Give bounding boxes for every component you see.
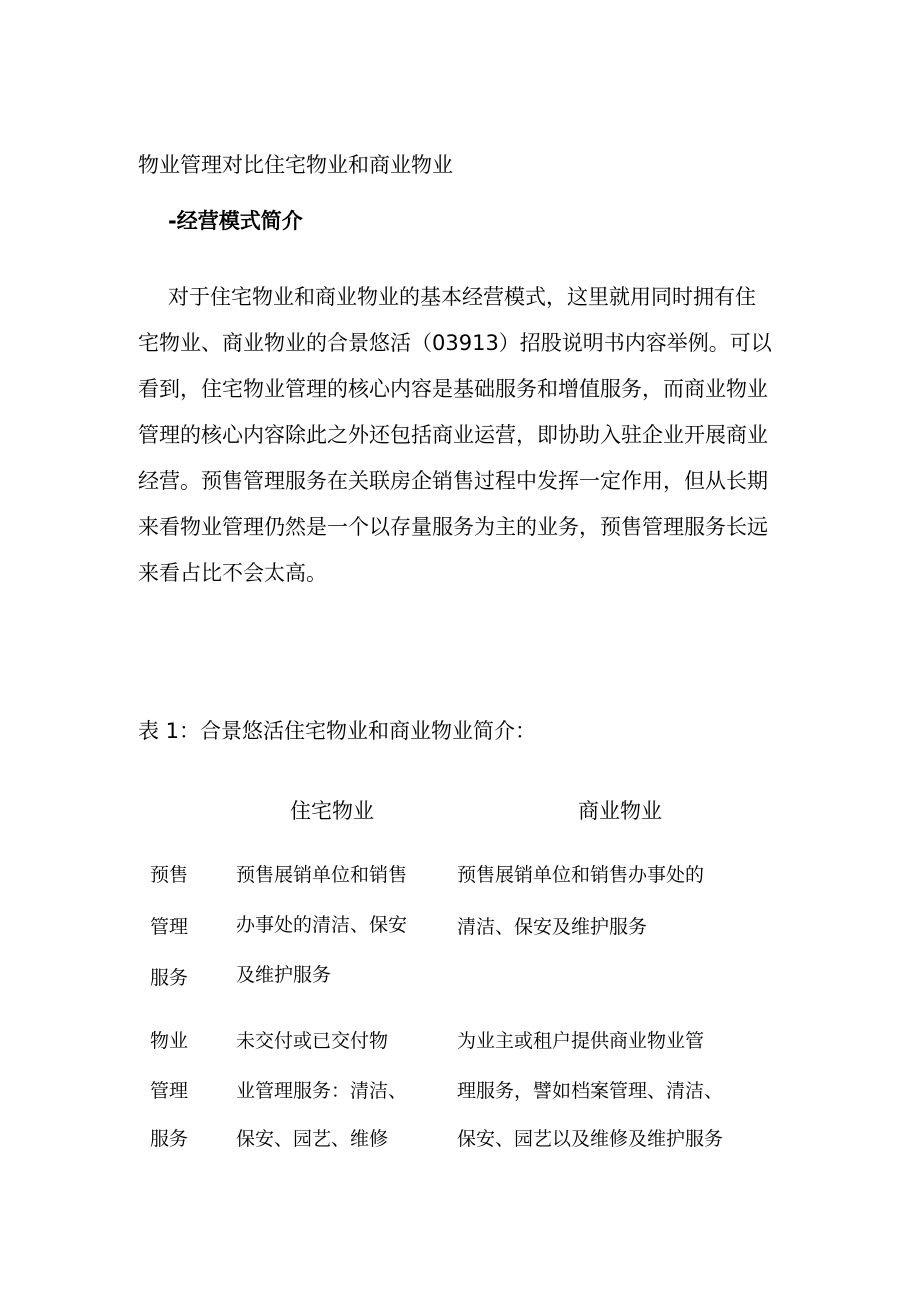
- table-caption: 表 1：合景悠活住宅物业和商业物业简介：: [138, 719, 537, 743]
- row-label-line: 管理: [150, 916, 189, 938]
- row-label-line: 服务: [150, 1128, 189, 1150]
- paragraph-line: 管理的核心内容除此之外还包括商业运营，即协助入驻企业开展商业: [138, 423, 768, 447]
- paragraph-line: 对于住宅物业和商业物业的基本经营模式，这里就用同时拥有住: [168, 285, 756, 309]
- commercial-cell-line: 预售展销单位和销售办事处的: [457, 864, 705, 886]
- paragraph-line: 经营。预售管理服务在关联房企销售过程中发挥一定作用，但从长期: [138, 469, 768, 493]
- row-label-line: 管理: [150, 1080, 189, 1102]
- commercial-cell-line: 保安、园艺以及维修及维护服务: [457, 1128, 724, 1150]
- row-label-line: 服务: [150, 967, 189, 989]
- paragraph-line: 来看占比不会太高。: [138, 561, 327, 585]
- row-label-line: 物业: [150, 1030, 189, 1052]
- residential-cell-line: 业管理服务：清洁、: [236, 1080, 408, 1102]
- document-title: 物业管理对比住宅物业和商业物业: [138, 153, 453, 177]
- paragraph-line: 来看物业管理仍然是一个以存量服务为主的业务，预售管理服务长远: [138, 515, 768, 539]
- commercial-cell-line: 为业主或租户提供商业物业管: [457, 1030, 705, 1052]
- residential-cell-line: 预售展销单位和销售: [236, 864, 408, 886]
- row-label-line: 预售: [150, 864, 189, 886]
- residential-cell-line: 未交付或已交付物: [236, 1030, 389, 1052]
- section-heading: -经营模式简介: [168, 209, 303, 233]
- residential-cell-line: 保安、园艺、维修: [236, 1128, 389, 1150]
- commercial-cell-line: 清洁、保安及维护服务: [457, 916, 648, 938]
- residential-cell-line: 及维护服务: [236, 964, 332, 986]
- residential-cell-line: 办事处的清洁、保安: [236, 914, 408, 936]
- table-header-residential: 住宅物业: [290, 799, 374, 823]
- commercial-cell-line: 理服务，譬如档案管理、清洁、: [457, 1080, 724, 1102]
- paragraph-line: 宅物业、商业物业的合景悠活（03913）招股说明书内容举例。可以: [138, 331, 772, 355]
- paragraph-line: 看到，住宅物业管理的核心内容是基础服务和增值服务，而商业物业: [138, 377, 768, 401]
- table-header-commercial: 商业物业: [578, 799, 662, 823]
